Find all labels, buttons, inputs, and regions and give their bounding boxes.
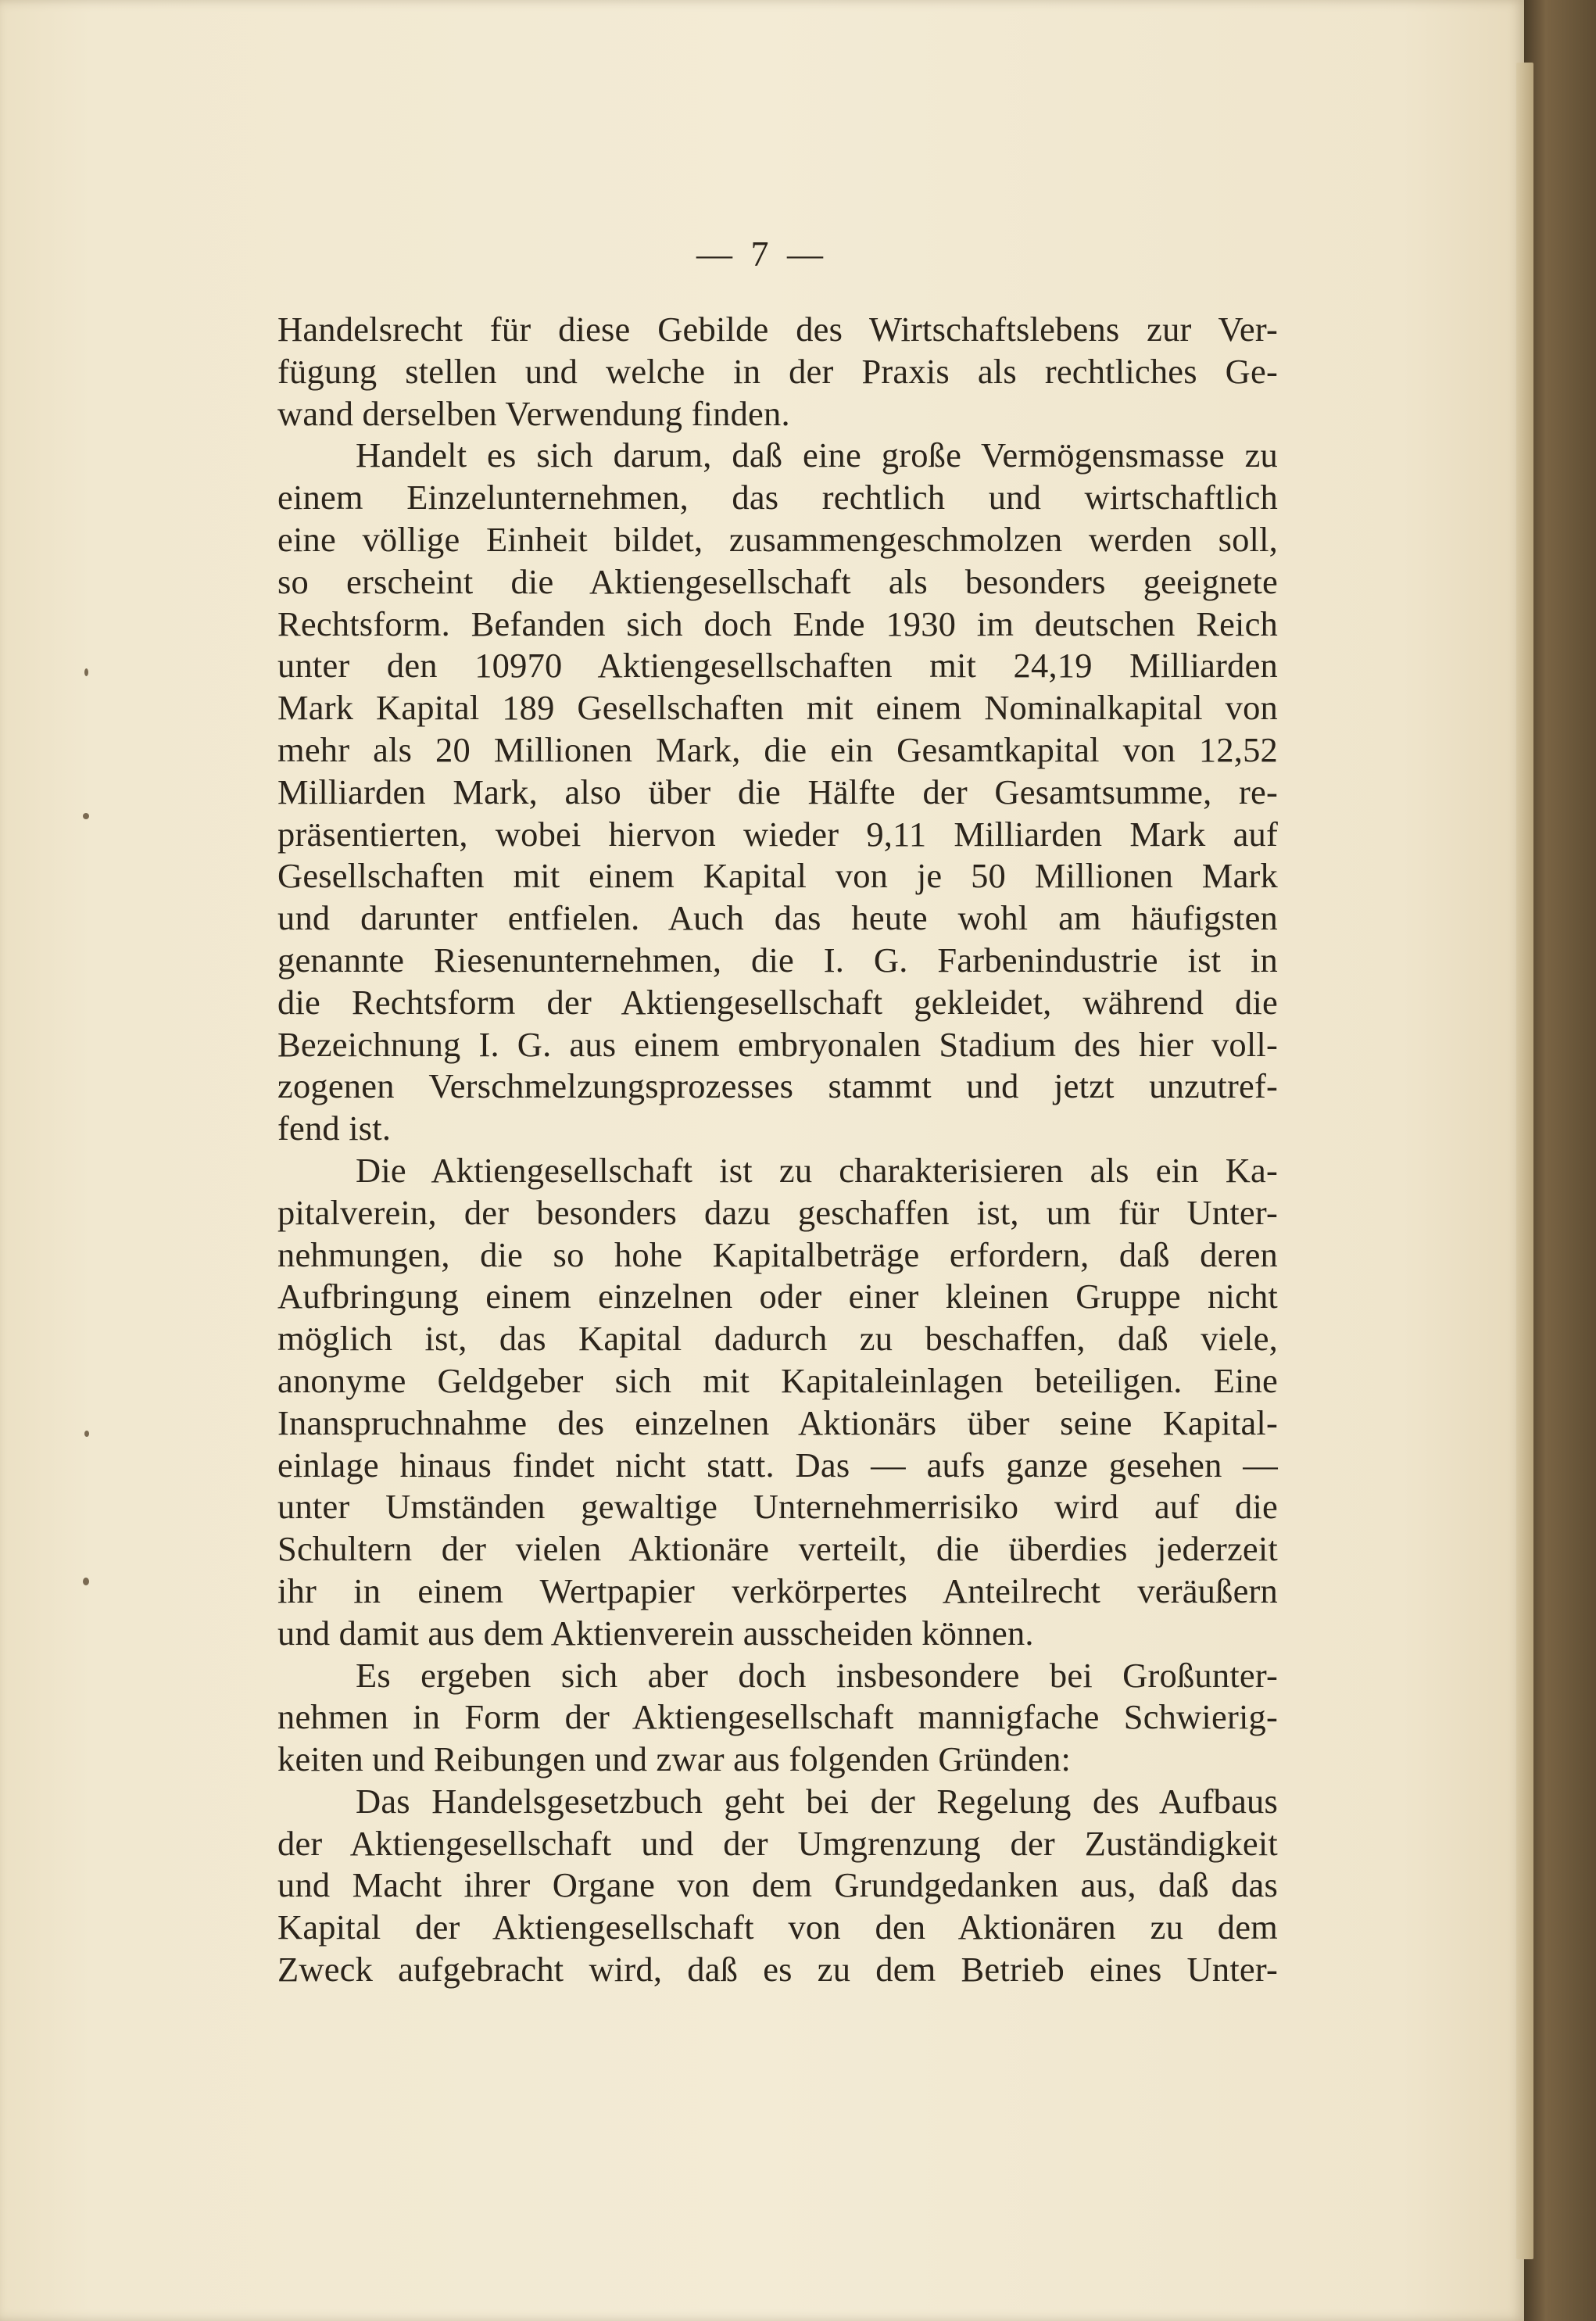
text-line: Gesellschaften mit einem Kapital von je 50 Millionen Mark	[277, 856, 1278, 896]
text-line: möglich ist, das Kapital dadurch zu beschaffen, daß viele,	[277, 1319, 1278, 1359]
text-line: fügung stellen und welche in der Praxis als rechtliches Ge-	[277, 351, 1278, 391]
text-line: eine völlige Einheit bildet, zusammengeschmolzen werden soll,	[277, 519, 1278, 559]
page-number: — 7 —	[696, 234, 828, 274]
text-line: Aufbringung einem einzelnen oder einer kleinen Gruppe nicht	[277, 1277, 1278, 1316]
text-line: nehmen in Form der Aktiengesellschaft mannigfache Schwierig-	[277, 1697, 1278, 1737]
margin-speck	[83, 1578, 89, 1585]
text-line: der Aktiengesellschaft und der Umgrenzung der Zuständigkeit	[277, 1823, 1278, 1863]
text-line: und Macht ihrer Organe von dem Grundgedanken aus, daß das	[277, 1865, 1278, 1905]
text-line: pitalverein, der besonders dazu geschaffen ist, um für Unter-	[277, 1192, 1278, 1232]
text-line: Inanspruchnahme des einzelnen Aktionärs über seine Kapital-	[277, 1402, 1278, 1442]
text-line: Kapital der Aktiengesellschaft von den Aktionären zu dem	[277, 1907, 1278, 1947]
text-line: Handelt es sich darum, daß eine große Vermögensmasse zu	[356, 435, 1278, 475]
text-line: unter den 10970 Aktiengesellschaften mit 24,19 Milliarden	[277, 646, 1278, 686]
text-line: wand derselben Verwendung finden.	[277, 393, 790, 433]
margin-speck	[84, 668, 88, 676]
text-line: genannte Riesenunternehmen, die I. G. Farbenindustrie ist in	[277, 940, 1278, 980]
text-line: und damit aus dem Aktienverein ausscheiden können.	[277, 1613, 1034, 1653]
text-line: einem Einzelunternehmen, das rechtlich und wirtschaftlich	[277, 478, 1278, 518]
text-line: anonyme Geldgeber sich mit Kapitaleinlagen beteiligen. Eine	[277, 1360, 1278, 1400]
text-line: Handelsrecht für diese Gebilde des Wirtschaftslebens zur Ver-	[277, 310, 1278, 349]
body-text	[277, 309, 1278, 1991]
text-line: nehmungen, die so hohe Kapitalbeträge erfordern, daß deren	[277, 1234, 1278, 1274]
text-line: Die Aktiengesellschaft ist zu charakterisieren als ein Ka-	[356, 1150, 1278, 1190]
text-line: Es ergeben sich aber doch insbesondere bei Großunter-	[356, 1655, 1278, 1695]
margin-speck	[84, 1431, 89, 1437]
text-line: Rechtsform. Befanden sich doch Ende 1930 im deutschen Reich	[277, 604, 1278, 643]
text-line: keiten und Reibungen und zwar aus folgenden Gründen:	[277, 1739, 1072, 1779]
text-line: Schultern der vielen Aktionäre verteilt, die überdies jederzeit	[277, 1529, 1278, 1569]
text-line: ihr in einem Wertpapier verkörpertes Anteilrecht veräußern	[277, 1571, 1278, 1610]
text-line: unter Umständen gewaltige Unternehmerrisiko wird auf die	[277, 1487, 1278, 1527]
text-line: zogenen Verschmelzungsprozesses stammt und jetzt unzutref-	[277, 1066, 1278, 1106]
text-line: Mark Kapital 189 Gesellschaften mit einem Nominalkapital von	[277, 688, 1278, 728]
text-line: Das Handelsgesetzbuch geht bei der Regelung des Aufbaus	[356, 1781, 1278, 1821]
text-line: die Rechtsform der Aktiengesellschaft gekleidet, während die	[277, 982, 1278, 1022]
page-edge	[1516, 63, 1533, 2259]
text-line: präsentierten, wobei hiervon wieder 9,11 Milliarden Mark auf	[277, 814, 1278, 854]
text-line: einlage hinaus findet nicht statt. Das — aufs ganze gesehen —	[277, 1445, 1278, 1485]
text-line: Zweck aufgebracht wird, daß es zu dem Betrieb eines Unter-	[277, 1950, 1278, 1990]
text-line: so erscheint die Aktiengesellschaft als besonders geeignete	[277, 561, 1278, 601]
text-line: Milliarden Mark, also über die Hälfte der Gesamtsumme, re-	[277, 772, 1278, 811]
text-line: fend ist.	[277, 1109, 392, 1148]
text-line: Bezeichnung I. G. aus einem embryonalen Stadium des hier voll-	[277, 1024, 1278, 1064]
text-line: und darunter entfielen. Auch das heute wohl am häufigsten	[277, 898, 1278, 938]
book-spine	[1524, 0, 1596, 2321]
margin-speck	[83, 813, 89, 819]
text-line: mehr als 20 Millionen Mark, die ein Gesamtkapital von 12,52	[277, 729, 1278, 769]
